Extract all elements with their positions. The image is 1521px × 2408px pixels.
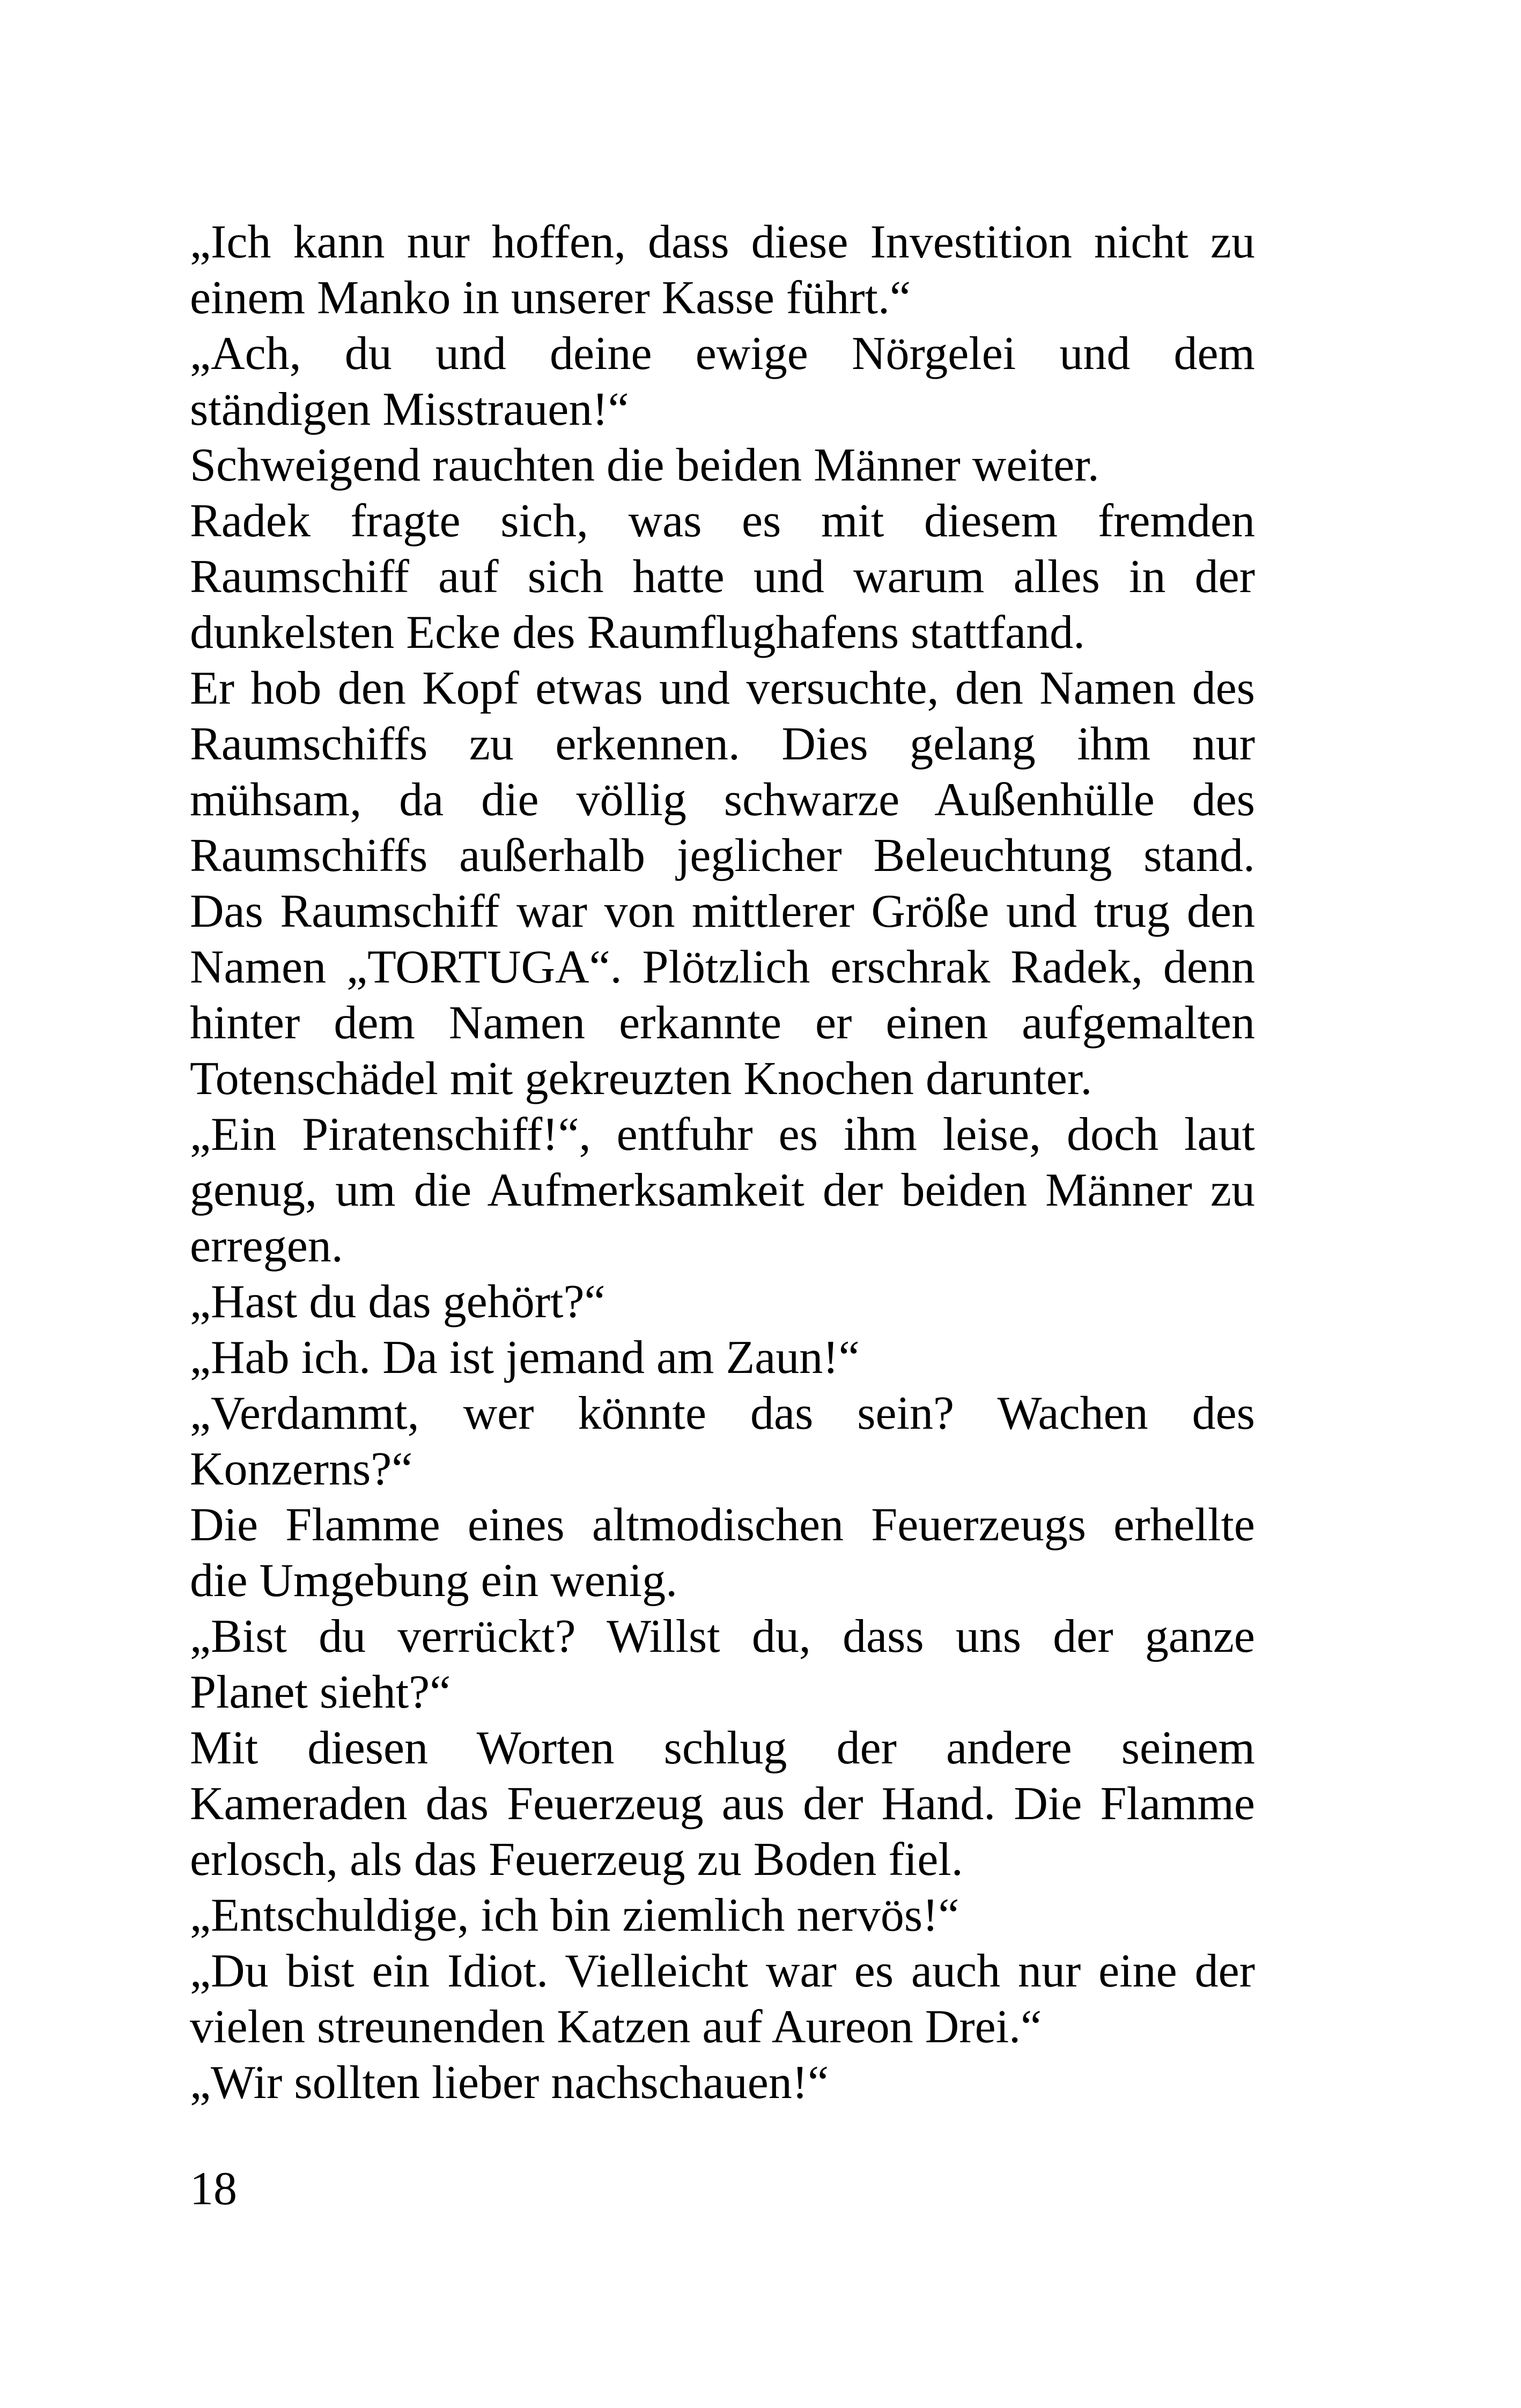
text-line: „Bist du verrückt? Willst du, dass uns der ganze <box>190 1611 1255 1663</box>
text-line: Das Raumschiff war von mittlerer Größe und trug den <box>190 885 1255 937</box>
text-line: Schweigend rauchten die beiden Männer weiter. <box>190 439 1099 491</box>
text-line: Mit diesen Worten schlug der andere seinem <box>190 1722 1255 1774</box>
text-line: die Umgebung ein wenig. <box>190 1555 678 1607</box>
text-line: erregen. <box>190 1220 343 1272</box>
text-line: Die Flamme eines altmodischen Feuerzeugs erhellte <box>190 1499 1255 1551</box>
text-line: „Ach, du und deine ewige Nörgelei und dem <box>190 328 1255 380</box>
text-line: dunkelsten Ecke des Raumflughafens stattfand. <box>190 607 1086 659</box>
text-line: Er hob den Kopf etwas und versuchte, den Namen des <box>190 662 1255 714</box>
text-line: Raumschiff auf sich hatte und warum alles in der <box>190 551 1255 603</box>
text-line: „Hast du das gehört?“ <box>190 1276 606 1328</box>
text-line: einem Manko in unserer Kasse führt.“ <box>190 272 911 324</box>
text-line: „Ein Piratenschiff!“, entfuhr es ihm leise, doch laut <box>190 1109 1255 1161</box>
text-line: hinter dem Namen erkannte er einen aufgemalten <box>190 997 1255 1049</box>
text-line: „Ich kann nur hoffen, dass diese Investition nicht zu <box>190 216 1255 268</box>
text-line: Radek fragte sich, was es mit diesem fremden <box>190 495 1255 547</box>
text-line: Raumschiffs außerhalb jeglicher Beleuchtung stand. <box>190 830 1255 882</box>
text-line: „Verdammt, wer könnte das sein? Wachen des <box>190 1387 1255 1439</box>
text-line: genug, um die Aufmerksamkeit der beiden Männer zu <box>190 1164 1255 1216</box>
text-line: „Hab ich. Da ist jemand am Zaun!“ <box>190 1332 860 1384</box>
text-line: ständigen Misstrauen!“ <box>190 383 629 435</box>
text-line: „Wir sollten lieber nachschauen!“ <box>190 2057 829 2109</box>
text-line: „Entschuldige, ich bin ziemlich nervös!“ <box>190 1889 959 1941</box>
text-line: vielen streunenden Katzen auf Aureon Drei.“ <box>190 2001 1042 2053</box>
text-line: Totenschädel mit gekreuzten Knochen darunter. <box>190 1053 1092 1105</box>
text-line: Raumschiffs zu erkennen. Dies gelang ihm nur <box>190 718 1255 770</box>
text-line: Kameraden das Feuerzeug aus der Hand. Die Flamme <box>190 1778 1255 1830</box>
text-line: „Du bist ein Idiot. Vielleicht war es auch nur eine der <box>190 1945 1255 1997</box>
text-line: Planet sieht?“ <box>190 1666 451 1718</box>
page-number: 18 <box>190 2163 237 2215</box>
text-line: erlosch, als das Feuerzeug zu Boden fiel. <box>190 1834 963 1886</box>
body-text <box>190 215 1255 2111</box>
text-line: Namen „TORTUGA“. Plötzlich erschrak Radek, denn <box>190 941 1255 993</box>
text-line: Konzerns?“ <box>190 1443 413 1495</box>
text-line: mühsam, da die völlig schwarze Außenhülle des <box>190 774 1255 826</box>
